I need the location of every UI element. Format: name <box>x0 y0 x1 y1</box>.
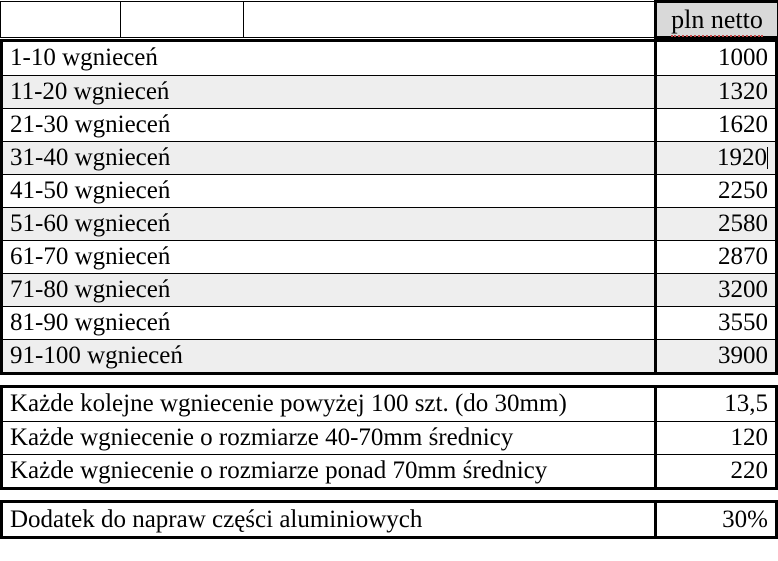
extra-charges-table <box>0 385 778 490</box>
table-row <box>3 421 775 454</box>
dent-range-label: 11-20 wgnieceń <box>3 75 655 108</box>
table-row <box>3 75 775 108</box>
extra-charges-rows <box>3 388 775 487</box>
dent-range-price: 2580 <box>655 207 775 240</box>
dent-range-price: 1620 <box>655 108 775 141</box>
dent-range-price: 2250 <box>655 174 775 207</box>
surcharge-rows <box>3 503 775 536</box>
text-cursor <box>767 147 768 169</box>
table-row <box>3 207 775 240</box>
dent-price-rows <box>3 42 775 372</box>
dent-range-label: 71-80 wgnieceń <box>3 273 655 306</box>
header-blank-cell-3 <box>244 2 656 38</box>
table-row <box>3 108 775 141</box>
dent-range-label: 81-90 wgnieceń <box>3 306 655 339</box>
extra-charge-price: 13,5 <box>655 388 775 421</box>
table-row <box>3 240 775 273</box>
header-row <box>0 0 778 39</box>
table-row <box>3 306 775 339</box>
surcharge-label: Dodatek do napraw części aluminiowych <box>3 503 655 536</box>
dent-range-price: 3200 <box>655 273 775 306</box>
table-row <box>3 503 775 536</box>
dent-range-label: 1-10 wgnieceń <box>3 42 655 75</box>
spacer <box>0 490 778 500</box>
dent-range-label: 21-30 wgnieceń <box>3 108 655 141</box>
dent-range-price: 2870 <box>655 240 775 273</box>
table-row <box>3 174 775 207</box>
surcharge-table <box>0 500 778 539</box>
extra-charge-price: 220 <box>655 454 775 487</box>
header-blank-cell-1 <box>1 2 121 38</box>
surcharge-price: 30% <box>722 505 768 533</box>
extra-charge-price: 120 <box>655 421 775 454</box>
dent-range-price <box>655 141 775 174</box>
table-row <box>3 273 775 306</box>
table-row <box>3 141 775 174</box>
dent-price-table <box>0 39 778 375</box>
header-price-column <box>656 2 778 38</box>
extra-charge-label: Każde kolejne wgniecenie powyżej 100 szt. (do 30mm) <box>3 388 655 421</box>
dent-range-price: 1000 <box>655 42 775 75</box>
dent-range-price-value: 1920 <box>717 143 767 171</box>
table-row <box>3 339 775 372</box>
dent-range-price: 3900 <box>655 339 775 372</box>
dent-range-label: 31-40 wgnieceń <box>3 141 655 174</box>
header-price-column-label: pln netto <box>671 5 763 37</box>
table-row <box>3 42 775 75</box>
dent-range-price: 3550 <box>655 306 775 339</box>
table-row <box>3 454 775 487</box>
header-blank-cell-2 <box>121 2 244 38</box>
extra-charge-label: Każde wgniecenie o rozmiarze ponad 70mm średnicy <box>3 454 655 487</box>
table-row <box>3 388 775 421</box>
dent-range-label: 61-70 wgnieceń <box>3 240 655 273</box>
dent-range-price: 1320 <box>655 75 775 108</box>
dent-range-label: 51-60 wgnieceń <box>3 207 655 240</box>
spacer <box>0 375 778 385</box>
extra-charge-label: Każde wgniecenie o rozmiarze 40-70mm średnicy <box>3 421 655 454</box>
dent-range-label: 41-50 wgnieceń <box>3 174 655 207</box>
dent-range-label: 91-100 wgnieceń <box>3 339 655 372</box>
